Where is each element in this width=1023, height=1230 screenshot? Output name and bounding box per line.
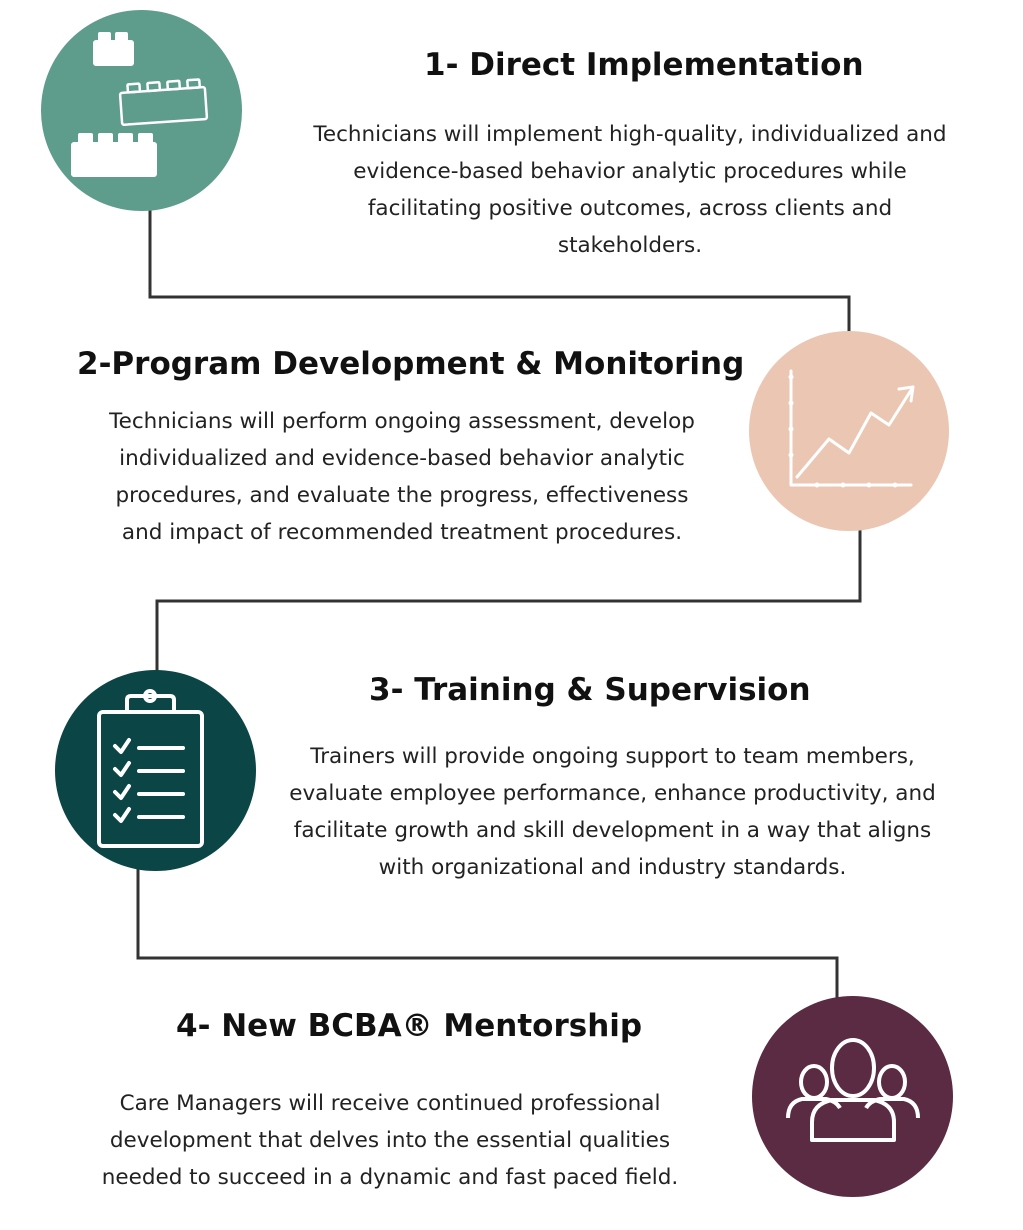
step-2-line-3: procedures, and evaluate the progress, effectiveness	[115, 483, 689, 508]
step-3-circle	[55, 670, 256, 871]
step-3-line-4: with organizational and industry standards.	[378, 855, 847, 880]
step-3-description	[250, 738, 975, 886]
step-4-circle	[752, 996, 953, 1197]
step-4-description	[40, 1085, 740, 1196]
step-3-line-3: facilitate growth and skill development in a way that aligns	[293, 818, 932, 843]
step-1-circle	[41, 10, 242, 211]
step-2-line-4: and impact of recommended treatment procedures.	[121, 520, 683, 545]
clipboard-checklist-icon	[55, 670, 256, 871]
step-1-line-4: stakeholders.	[557, 233, 703, 258]
step-3-line-1: Trainers will provide ongoing support to team members,	[310, 744, 915, 769]
building-blocks-icon	[41, 10, 242, 211]
line-chart-icon	[749, 331, 949, 531]
step-2-title: 2-Program Development & Monitoring	[77, 346, 745, 382]
step-3-title: 3- Training & Supervision	[369, 672, 811, 708]
group-people-icon	[752, 996, 953, 1197]
step-4-line-3: needed to succeed in a dynamic and fast paced field.	[101, 1165, 679, 1190]
step-4-line-2: development that delves into the essential qualities	[109, 1128, 671, 1153]
step-2-line-2: individualized and evidence-based behavior analytic	[119, 446, 685, 471]
step-1-description	[255, 116, 1005, 264]
step-3-line-2: evaluate employee performance, enhance productivity, and	[289, 781, 936, 806]
step-4-line-1: Care Managers will receive continued professional	[119, 1091, 661, 1116]
step-1-title: 1- Direct Implementation	[424, 47, 864, 83]
step-1-line-3: facilitating positive outcomes, across clients and	[367, 196, 893, 221]
step-1-line-2: evidence-based behavior analytic procedures while	[353, 159, 907, 184]
step-4-title: 4- New BCBA® Mentorship	[176, 1008, 643, 1044]
step-1-line-1: Technicians will implement high-quality, individualized and	[313, 122, 947, 147]
step-2-line-1: Technicians will perform ongoing assessment, develop	[109, 409, 695, 434]
connector-3-4	[138, 867, 837, 998]
step-2-description	[42, 403, 762, 551]
step-2-circle	[749, 331, 949, 531]
